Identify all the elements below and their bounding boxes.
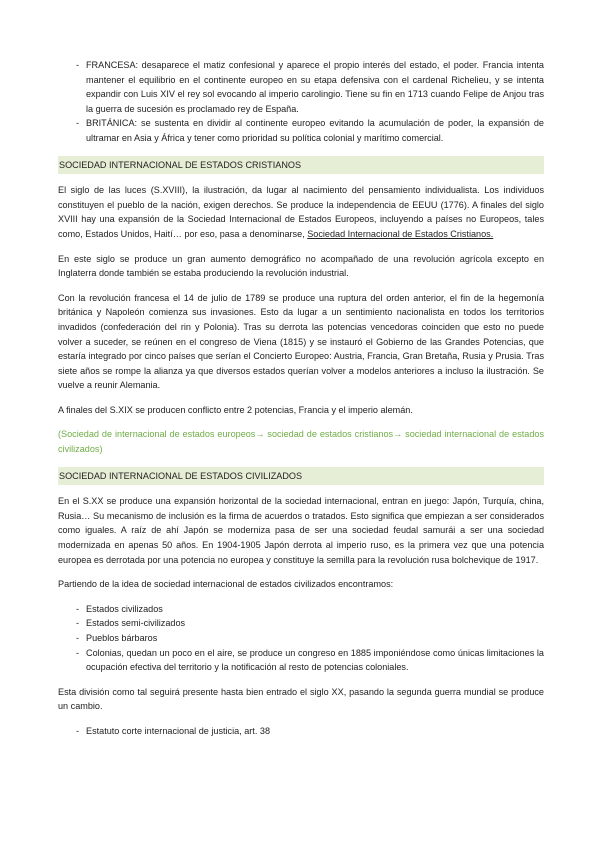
- paragraph: Esta división como tal seguirá presente hasta bien entrado el siglo XX, pasando la segunda guerra mundial se produce un cambio.: [58, 686, 544, 712]
- green-note: (Sociedad de internacional de estados europeos→ sociedad de estados cristianos→ sociedad internacional de estados civilizados): [58, 429, 544, 455]
- list-item-text: Estatuto corte internacional de justicia, art. 38: [86, 725, 270, 736]
- paragraph: Partiendo de la idea de sociedad internacional de estados civilizados encontramos:: [58, 579, 394, 590]
- dash-marker: -: [76, 647, 80, 658]
- list-item-text: Colonias, quedan un poco en el aire, se produce un congreso en 1885 imponiéndose como únicas limitaciones la ocupación efectiva del territorio y la notificación al resto de potencias coloniales.: [86, 647, 544, 673]
- list-item-text: Pueblos bárbaros: [86, 633, 158, 643]
- list-item: [58, 616, 544, 631]
- dash-marker: -: [76, 60, 80, 70]
- dash-marker: -: [76, 118, 80, 129]
- paragraph: En el S.XX se produce una expansión horizontal de la sociedad internacional, entran en juego: Japón, Turquía, china, Rusia… Su mecanismo de inclusión es la firma de acuerdos o tratados. Esto significa que empiezan a ser considerados como iguales. A raíz de ahí Japón se moderniza pasa de ser una sociedad feudal samurái a ser una sociedad modernizada en apenas 50 años. En 1904-1905 Japón derrota al imperio ruso, es la primera vez que una potencia europea es derrotada por una potencia no europea y constituye la semilla para la revolución rusa bolchevique de 1917.: [58, 496, 544, 565]
- list-item: [58, 602, 544, 617]
- dash-marker: -: [76, 725, 80, 736]
- underlined-term: Sociedad Internacional de Estados Cristianos.: [307, 228, 494, 239]
- list-item-text: Estados civilizados: [86, 603, 163, 614]
- list-item: [58, 724, 544, 739]
- list-item: [58, 631, 544, 646]
- paragraph: En este siglo se produce un gran aumento demográfico no acompañado de una revolución agrícola excepto en Inglaterra donde también se estaba produciendo la revolución industrial.: [58, 253, 544, 279]
- bottom-bullet-list: [58, 724, 544, 739]
- list-item-text: Estados semi-civilizados: [86, 618, 186, 629]
- dash-marker: -: [76, 618, 80, 629]
- paragraph: [58, 183, 544, 241]
- paragraph: Con la revolución francesa el 14 de julio de 1789 se produce una ruptura del orden anterior, el fin de la hegemonía británica y Napoleón comienza sus invasiones. Esto da lugar a un sentimiento nacionalista en todos los territorios invadidos (confederación del rin y Polonia). Tras su derrota las potencias vencedoras coinciden que esto no puede volver a suceder, se reúnen en el congreso de Viena (1815) y se instauró el Gobierno de las Grandes Potencias, que estaría integrado por cinco países que serían el Concierto Europeo: Austria, Francia, Gran Bretaña, Rusia y Prusia. Tras siete años se rompe la alianza ya que diversos estados querían volver a modelos anteriores a incluso la ilustración. Se vuelve a reunir Alemania.: [58, 292, 544, 391]
- page-content: [58, 58, 544, 739]
- list-item-text: BRITÁNICA: se sustenta en dividir al continente europeo evitando la acumulación de poder, la expansión de ultramar en Asia y África y tener como prioridad su política colonial y marítimo comercial.: [86, 118, 544, 143]
- list-item: [58, 116, 544, 145]
- list-item: [58, 58, 544, 116]
- top-bullet-list: [58, 58, 544, 146]
- list-item: [58, 646, 544, 675]
- classification-list: [58, 602, 544, 675]
- list-item-text: FRANCESA: desaparece el matiz confesional y aparece el propio interés del estado, el poder. Francia intenta mantener el equilibrio en el continente europeo en su etapa defensiva con el cardenal Richelieu, y se intenta expandir con Luis XIV el rey sol evocando al imperio carolingio. Tiene su fin en 1713 cuando Felipe de Anjou tras la guerra de sucesión es proclamado rey de España.: [86, 60, 544, 114]
- paragraph: A finales del S.XIX se producen conflicto entre 2 potencias, Francia y el imperio alemán.: [58, 404, 413, 415]
- section-heading-estados-civilizados: SOCIEDAD INTERNACIONAL DE ESTADOS CIVILIZADOS: [58, 467, 544, 486]
- dash-marker: -: [76, 633, 80, 643]
- paragraph-text: El siglo de las luces (S.XVIII), la ilustración, da lugar al nacimiento del pensamiento individualista. Los individuos constituyen el pueblo de la nación, exigen derechos. Se produce la independencia de EEUU (1776). A finales del siglo XVIII hay una expansión de la Sociedad Internacional de Estados Europeos, incluyendo a países no Europeos, tales como, Estados Unidos, Haití… por eso, pasa a denominarse,: [58, 185, 544, 239]
- dash-marker: -: [76, 603, 80, 614]
- section-heading-estados-cristianos: SOCIEDAD INTERNACIONAL DE ESTADOS CRISTIANOS: [58, 156, 544, 175]
